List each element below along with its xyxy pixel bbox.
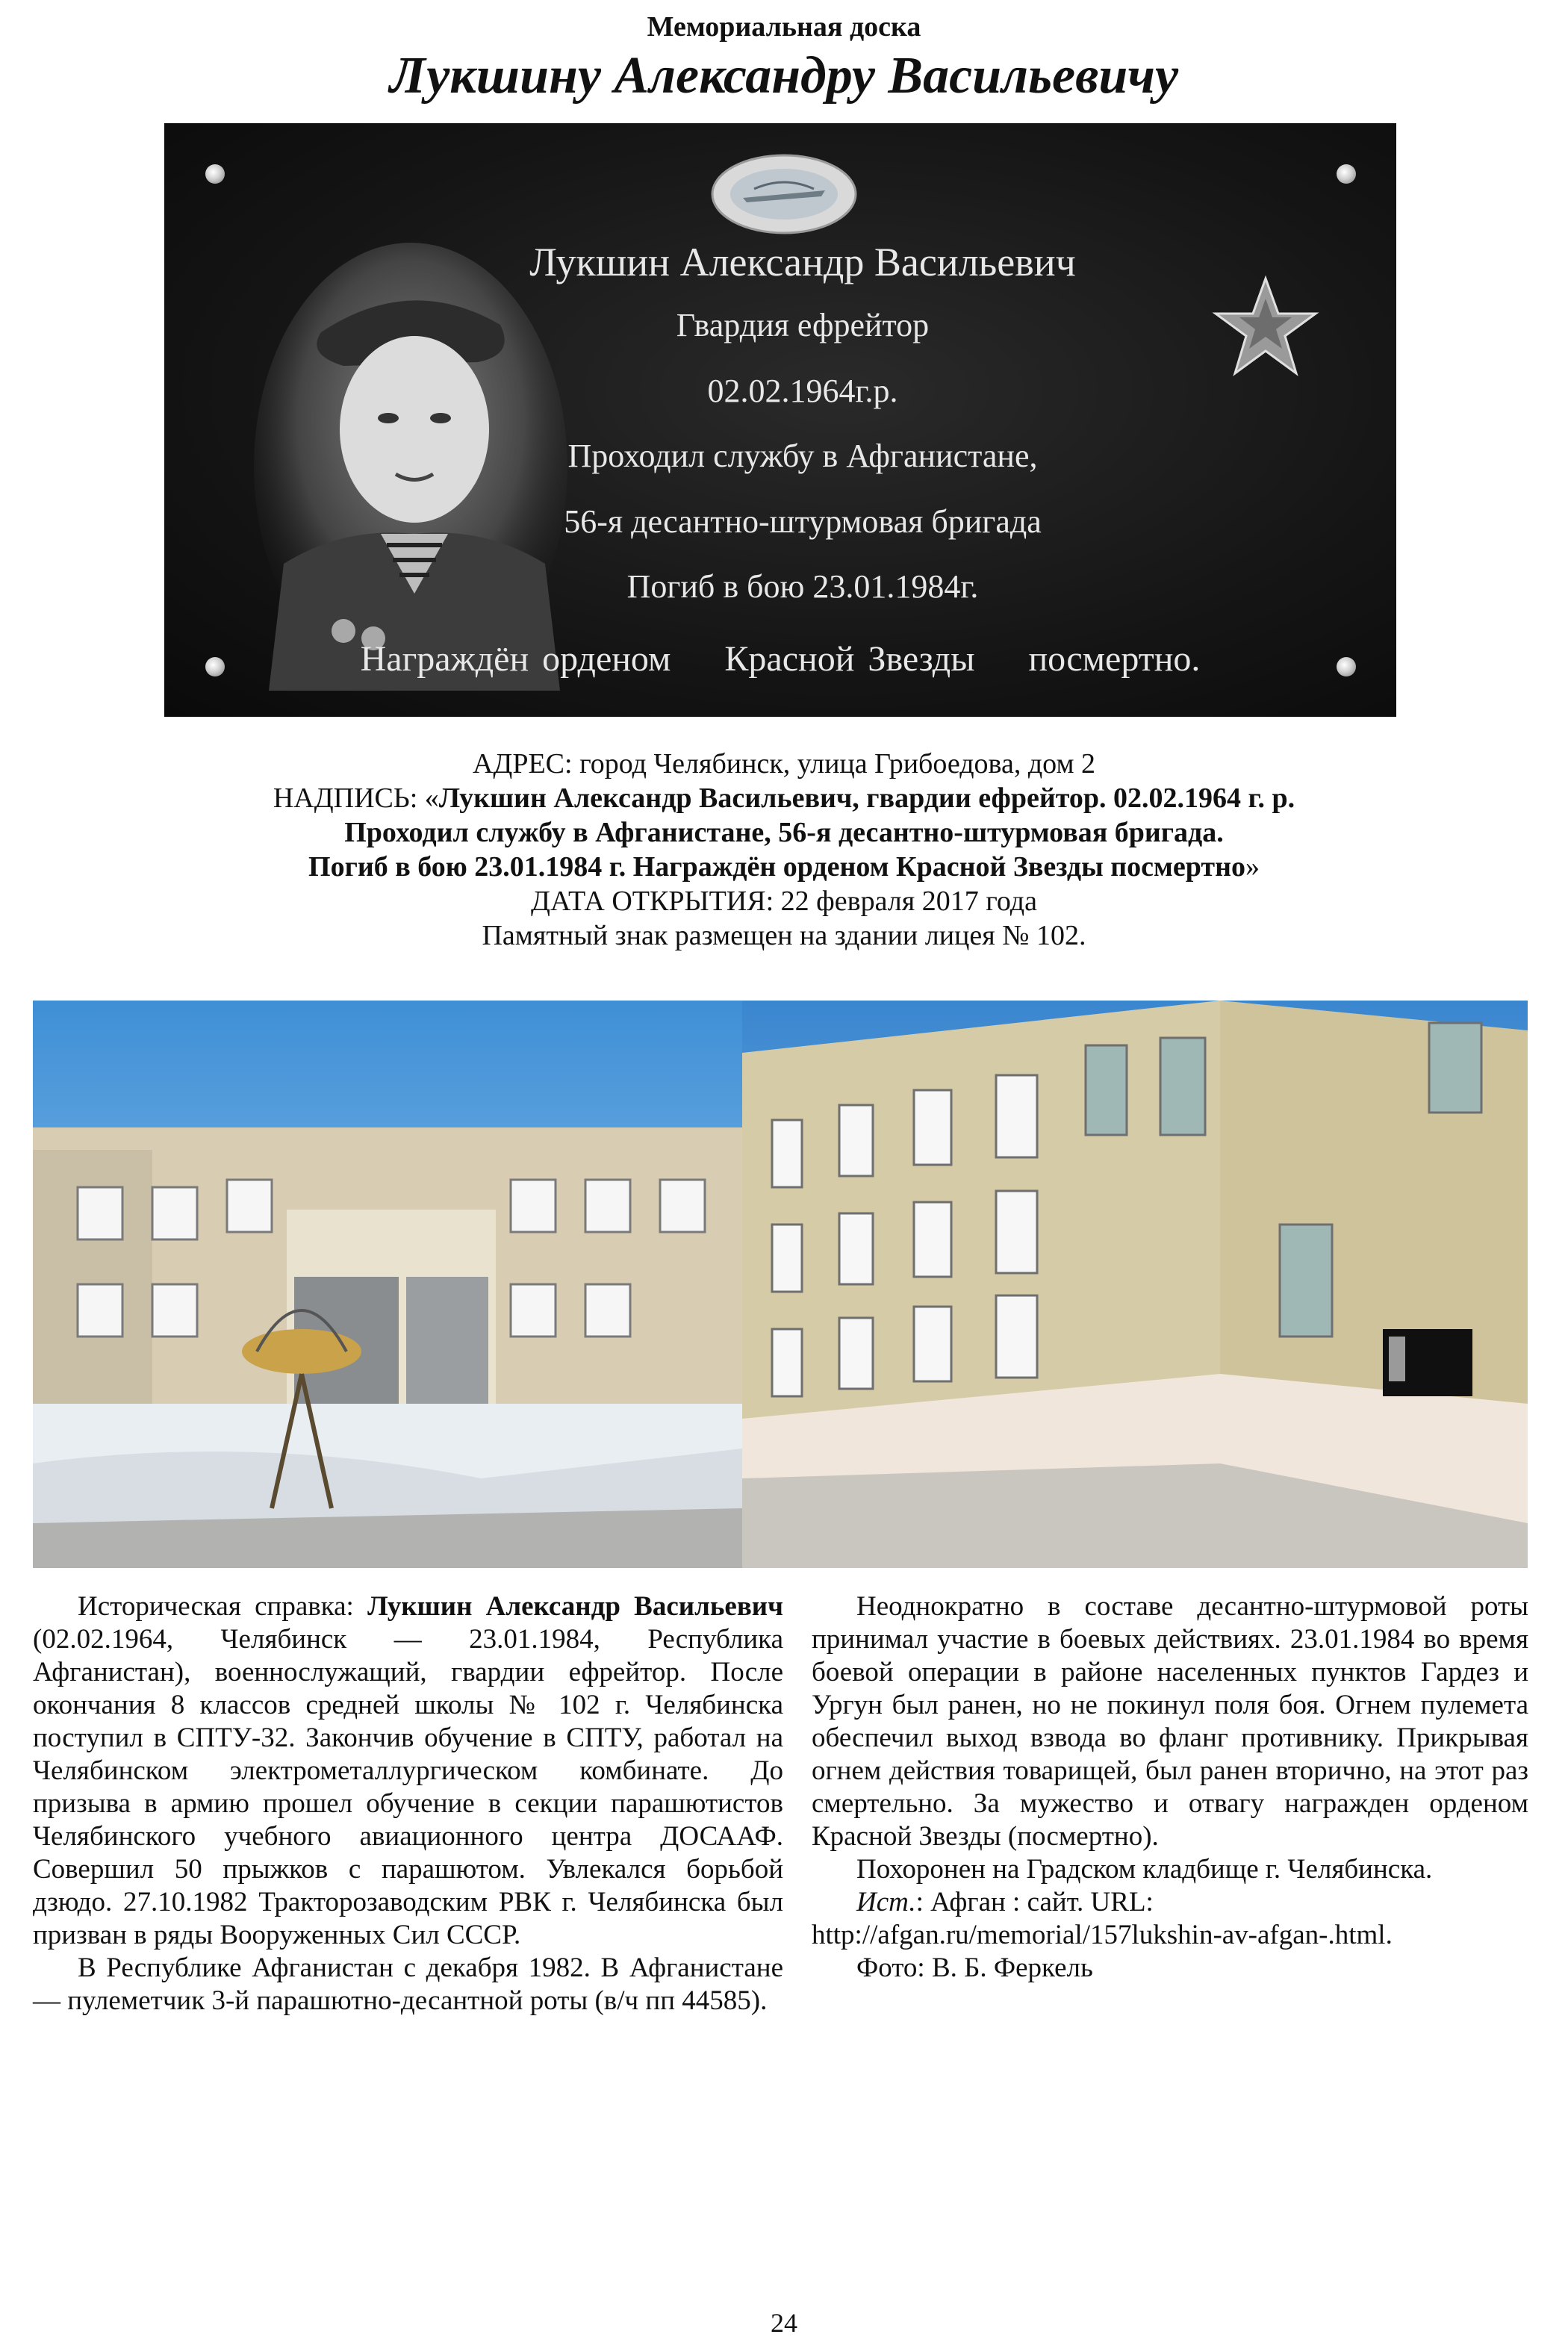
history-paragraph-2: В Республике Афганистан с декабря 1982. В Афганистане — пулеметчик 3-й парашютно-десантной роты (в/ч пп 44585). [33,1953,783,2016]
history-paragraph-1 [33,1590,783,1952]
burial-paragraph: Похоронен на Градском кладбище г. Челябинска. [856,1854,1433,1885]
inscription-line-3 [0,850,1568,884]
memorial-plaque-photo [164,123,1396,717]
plaque-award: Награждён орденом Красной Звезды посмертно. [360,639,1201,679]
inscription-label: НАДПИСЬ: « [273,783,439,814]
plaque-service: Проходил службу в Афганистане, [567,438,1038,474]
page-number: 24 [771,2308,797,2338]
inscription-line-1 [0,781,1568,815]
plaque-brigade: 56-я десантно-штурмовая бригада [564,503,1042,540]
inscription-text-3: Погиб в бою 23.01.1984 г. Награждён орденом Красной Звезды посмертно [308,851,1245,883]
school-building-photo [742,1001,1528,1568]
source-text: : Афган : сайт. URL: http://afgan.ru/memorial/157lukshin-av-afgan-.html. [812,1887,1393,1950]
inscription-text-1: Лукшин Александр Васильевич, гвардии ефрейтор. 02.02.1964 г. р. [438,783,1295,814]
emblem-icon [709,153,859,235]
kicker: Мемориальная доска [647,11,921,43]
screw-icon [205,164,225,184]
inscription-line-2 [0,815,1568,850]
history-lead: Историческая справка: [78,1591,368,1622]
opening-date: ДАТА ОТКРЫТИЯ: 22 февраля 2017 года [531,886,1037,917]
source-label: Ист. [856,1887,916,1917]
page-title: Лукшину Александру Васильевичу [389,47,1179,105]
plaque-name: Лукшин Александр Васильевич [529,240,1076,284]
school-courtyard-photo [33,1001,742,1568]
history-column-left [33,1590,783,2017]
history-paragraph-3: Неоднократно в составе десантно-штурмовой роты принимал участие в боевых действиях. 23.01.1984 во время боевой операции в районе населенных пунктов Гардез и Ургун был ранен, но не покинул поля боя. Огнем пулемета обеспечил выход взвода во фланг противнику. Прикрывая огнем действия товарищей, был ранен вторично, на этот раз смертельно. За мужество и отвагу награжден орденом Красной Звезды (посмертно). [812,1591,1528,1852]
history-text-1: (02.02.1964, Челябинск — 23.01.1984, Республика Афганистан), военнослужащий, гвардии ефрейтор. После окончания 8 классов средней школы № 102 г. Челябинска поступил в СПТУ-32. Закончив обучение в СПТУ, работал на Челябинском электрометаллургическом комбинате. До призыва в армию прошел обучение в секции парашютистов Челябинского учебного авиационного центра ДОСААФ. Совершил 50 прыжков с парашютом. Увлекался борьбой дзюдо. 27.10.1982 Тракторозаводским РВК г. Челябинска был призван в ряды Вооруженных Сил СССР. [33,1624,783,1950]
source-paragraph [812,1886,1528,1952]
inscription-text-2: Проходил службу в Афганистане, 56-я десантно-штурмовая бригада. [344,817,1224,848]
plaque-rank: Гвардия ефрейтор [676,307,930,343]
history-column-right [812,1590,1528,1985]
history-name: Лукшин Александр Васильевич [367,1591,783,1622]
photo-credit: Фото: В. Б. Феркель [856,1953,1093,1983]
plaque-death: Погиб в бою 23.01.1984г. [626,568,979,605]
screw-icon [1337,164,1356,184]
plaque-birth: 02.02.1964г.р. [707,373,898,409]
location-note: Памятный знак размещен на здании лицея № 102. [482,920,1086,951]
address: АДРЕС: город Челябинск, улица Грибоедова, дом 2 [472,748,1096,780]
inscription-close: » [1245,851,1260,883]
